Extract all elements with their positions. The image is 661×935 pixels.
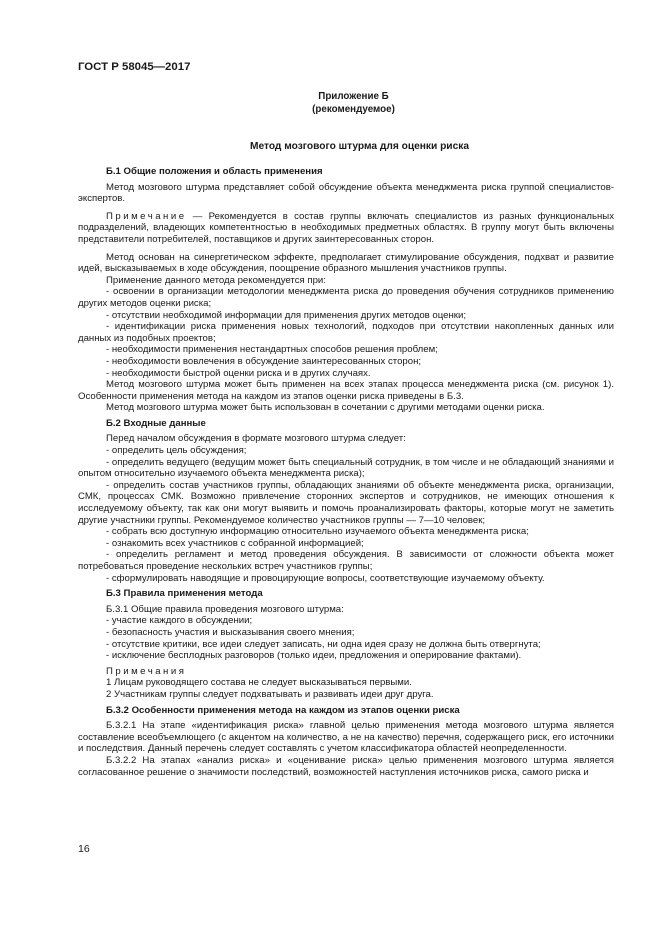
note-item: 1 Лицам руководящего состава не следует высказываться первыми. xyxy=(106,677,412,689)
document-body xyxy=(78,166,614,778)
notes-label xyxy=(78,666,614,678)
paragraph: Перед началом обсуждения в формате мозгового штурма следует: xyxy=(106,433,406,445)
list-item: - освоении в организации методологии менеджмента риска до проведения обучения сотрудников применению других методов оценки риска; xyxy=(78,286,614,309)
list-item: - определить регламент и метод проведения обсуждения. В зависимости от сложности объекта может потребоваться проведение нескольких встреч участников группы; xyxy=(78,549,614,572)
list-item: - исключение бесплодных разговоров (только идеи, предложения и оперирование фактами). xyxy=(106,650,522,662)
subsection-heading-b32: Б.3.2 Особенности применения метода на каждом из этапов оценки риска xyxy=(106,704,460,716)
list-item: - собрать всю доступную информацию относительно изучаемого объекта менеджмента риска; xyxy=(106,526,529,538)
paragraph: Б.3.2.1 На этапе «идентификация риска» главной целью применения метода мозгового штурма является составление всеобъемлющего (с акцентом на количество, а не на качество) перечня, содержащего риск, его источники и последствия. Данный перечень следует составлять с учетом классификатора областей неопределенности. xyxy=(78,720,614,755)
section-heading-b2: Б.2 Входные данные xyxy=(106,417,206,429)
list-item: - определить ведущего (ведущим может быть специальный сотрудник, в том числе и не обладающий знаниями и опытом относительно изучаемого объекта менеджмента риска); xyxy=(78,456,614,480)
note xyxy=(78,211,614,246)
appendix-subtitle: (рекомендуемое) xyxy=(312,103,395,115)
paragraph: Метод мозгового штурма может быть использован в сочетании с другими методами оценки риска. xyxy=(106,402,545,414)
paragraph: Б.3.1 Общие правила проведения мозгового штурма: xyxy=(106,603,344,615)
document-title xyxy=(0,141,661,153)
section-heading-b3: Б.3 Правила применения метода xyxy=(106,588,263,600)
document-title-text: Метод мозгового штурма для оценки риска xyxy=(249,141,470,152)
list-item: - отсутствие критики, все идеи следует записать, ни одна идея сразу не должна быть отвергнута; xyxy=(106,638,541,650)
page-number: 16 xyxy=(78,843,90,855)
appendix-title: Приложение Б xyxy=(318,91,389,102)
list-item: - определить цель обсуждения; xyxy=(106,445,247,457)
section-heading-b1: Б.1 Общие положения и область применения xyxy=(106,166,323,177)
appendix-heading xyxy=(0,91,661,116)
list-item: - безопасность участия и высказывания своего мнения; xyxy=(106,626,355,638)
paragraph: Метод основан на синергетическом эффекте, предполагает стимулирование обсуждения, подхват и развитие идей, высказываемых в ходе обсуждения, поощрение образного мышления участников группы. xyxy=(78,251,614,275)
list-item: - сформулировать наводящие и провоцирующие вопросы, соответствующие изучаемому объекту. xyxy=(106,572,545,584)
list-item: - необходимости применения нестандартных способов решения проблем; xyxy=(106,344,438,356)
paragraph: Метод мозгового штурма представляет собой обсуждение объекта менеджмента риска группой специалистов-экспертов. xyxy=(78,181,614,205)
list-item: - идентификации риска применения новых технологий, подходов при отсутствии накопленных данных или данных из подобных проектов; xyxy=(78,321,614,344)
list-item: - необходимости быстрой оценки риска и в других случаях. xyxy=(106,367,371,379)
note-item: 2 Участникам группы следует подхватывать и развивать идеи друг друга. xyxy=(106,688,434,700)
list-item: - ознакомить всех участников с собранной информацией; xyxy=(106,537,364,549)
list-item: - определить состав участников группы, обладающих знаниями об объекте менеджмента риска, организации, СМК, процессах СМК. Возможно привлечение сторонних экспертов и сотрудников, не имеющих отношения к исследуемому объекту, так как они могут выявить и помочь проанализировать факторы, которые могут не заметить другие участники группы. Рекомендуемое количество участников группы — 7—10 человек; xyxy=(78,479,614,526)
note-text: — Рекомендуется в состав группы включать специалистов из разных функциональных подразделений, владеющих компетентностью в необходимых предметных областях. В группу могут быть включены представители потребителей, поставщиков и других заинтересованных сторон. xyxy=(78,210,614,245)
list-item: - участие каждого в обсуждении; xyxy=(106,615,253,627)
standard-designation: ГОСТ Р 58045—2017 xyxy=(78,61,191,73)
note-label: Примечание xyxy=(106,210,187,222)
paragraph: Применение данного метода рекомендуется при: xyxy=(106,274,326,286)
notes-label-text: Примечания xyxy=(106,665,187,677)
paragraph: Метод мозгового штурма может быть применен на всех этапах процесса менеджмента риска (см. рисунок 1). Особенности применения метода на каждом из этапов оценки риска приведены в Б.3. xyxy=(78,379,614,402)
list-item: - необходимости вовлечения в обсуждение заинтересованных сторон; xyxy=(106,355,422,367)
list-item: - отсутствии необходимой информации для применения других методов оценки; xyxy=(106,309,466,321)
paragraph: Б.3.2.2 На этапах «анализ риска» и «оценивание риска» целью применения мозгового штурма является согласованное решение о значимости последствий, возможностей наступления источников риска, самого риска и xyxy=(78,754,614,778)
